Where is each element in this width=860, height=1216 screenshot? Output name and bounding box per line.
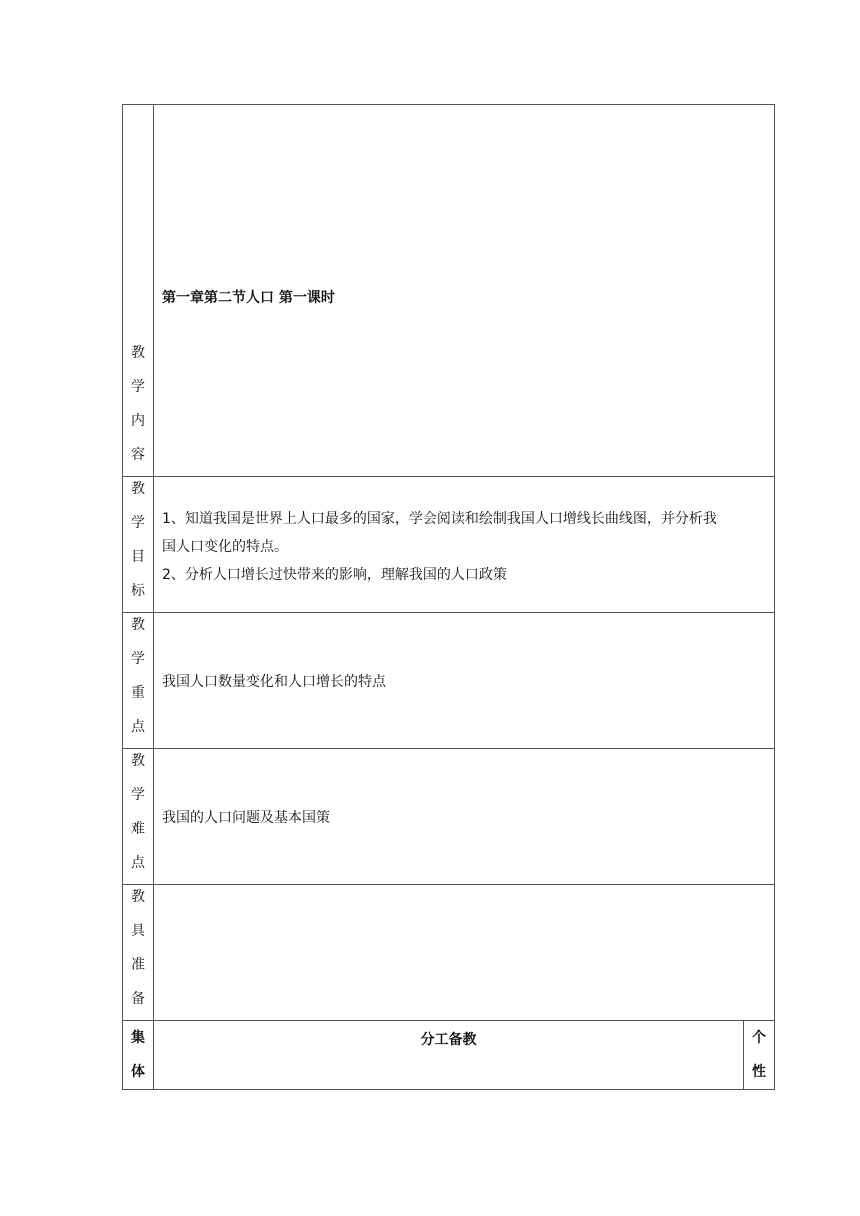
label-char: 教 — [131, 345, 145, 361]
label-char: 点 — [131, 719, 145, 735]
goal-line: 2、分析人口增长过快带来的影响，理解我国的人口政策 — [162, 567, 507, 583]
row-key-points — [123, 613, 775, 749]
label-key-points — [123, 613, 154, 749]
label-char: 难 — [131, 821, 145, 837]
label-char: 内 — [131, 413, 145, 429]
cell-difficulties — [154, 749, 775, 885]
footer-char: 个 — [752, 1030, 766, 1046]
goal-line: 1、知道我国是世界上人口最多的国家，学会阅读和绘制我国人口增线长曲线图，并分析我 — [162, 511, 717, 527]
cell-teaching-goals — [154, 477, 775, 613]
label-char: 重 — [131, 685, 145, 701]
label-char: 目 — [131, 549, 145, 565]
footer-right-cell — [744, 1021, 775, 1090]
key-points-text: 我国人口数量变化和人口增长的特点 — [162, 674, 386, 690]
footer-char: 性 — [752, 1064, 766, 1080]
label-char: 备 — [131, 991, 145, 1007]
label-char: 点 — [131, 855, 145, 871]
label-char: 教 — [131, 617, 145, 633]
row-teaching-content — [123, 105, 775, 477]
label-char: 具 — [131, 923, 145, 939]
label-char: 教 — [131, 481, 145, 497]
footer-left-label — [123, 1021, 153, 1089]
label-teaching-goals — [123, 477, 154, 613]
lesson-plan-table — [122, 104, 775, 1090]
cell-key-points — [154, 613, 775, 749]
label-char: 教 — [131, 889, 145, 905]
row-teaching-tools — [123, 885, 775, 1021]
footer-center-cell — [154, 1021, 744, 1090]
lesson-title: 第一章第二节人口 第一课时 — [162, 290, 335, 306]
label-char: 学 — [131, 379, 145, 395]
footer-center-label: 分工备教 — [420, 1032, 477, 1048]
label-char: 准 — [131, 957, 145, 973]
label-teaching-tools — [123, 885, 154, 1021]
cell-teaching-content — [154, 105, 775, 477]
difficulties-text: 我国的人口问题及基本国策 — [162, 810, 330, 826]
footer-left-cell — [123, 1021, 154, 1090]
goal-line: 国人口变化的特点。 — [162, 539, 288, 555]
label-difficulties — [123, 749, 154, 885]
label-char: 学 — [131, 515, 145, 531]
footer-char: 体 — [131, 1064, 145, 1080]
row-footer — [123, 1021, 775, 1090]
cell-teaching-tools — [154, 885, 775, 1021]
label-char: 容 — [131, 447, 145, 463]
footer-right-label — [744, 1021, 774, 1089]
label-char: 学 — [131, 651, 145, 667]
label-char: 学 — [131, 787, 145, 803]
goal-list — [162, 505, 766, 589]
row-difficulties — [123, 749, 775, 885]
label-teaching-content — [123, 105, 154, 477]
label-char: 教 — [131, 753, 145, 769]
footer-char: 集 — [131, 1030, 145, 1046]
row-teaching-goals — [123, 477, 775, 613]
label-char: 标 — [131, 583, 145, 599]
